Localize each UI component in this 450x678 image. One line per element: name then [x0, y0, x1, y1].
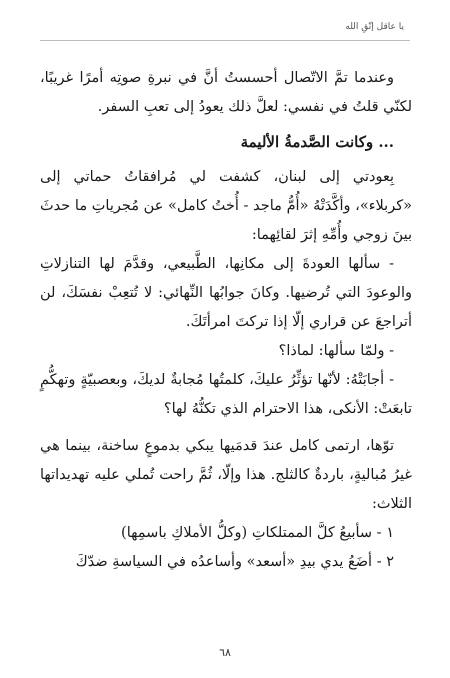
- paragraph: - ولمّا سألها: لماذا؟: [278, 343, 394, 359]
- list-item: ٢ - أضَعُ يدي بيدِ «أسعد» وأساعدُه في السياسةِ ضدّكَ: [75, 554, 394, 570]
- page-number: ٦٨: [219, 646, 231, 659]
- paragraph: - أجابَتْهُ: لأنّها تؤثِّرُ عليكَ، كلمتُها مُجابةٌ لديكَ، وبعصبيّةٍ وتهكُّمٍ تابعَتْ: الأنكى، هذا الاحترام الذي تكنُّهُ لها؟: [40, 372, 412, 417]
- running-head: يا عاقل إتّقِ الله: [345, 22, 404, 32]
- paragraph: - سألها العودةَ إلى مكانِها، الطَّبيعي، وقدَّمَ لها التنازلاتِ والوعودَ التي تُرضيها. وكانَ جوابُها النِّهائي: لا تُتعِبْ نفسَكَ، لن أتراجعَ عن قراري إلّا إذا تركتَ امرأتَكَ.: [40, 256, 412, 330]
- list-item: ١ - سأبيعُ كلَّ الممتلكاتِ (وكلُّ الأملاكِ باسمِها): [121, 525, 394, 541]
- header-divider: [40, 40, 410, 41]
- section-heading: ... وكانت الصَّدمةُ الأليمة: [240, 133, 394, 151]
- page-body: [40, 64, 412, 577]
- paragraph: توّها، ارتمى كامل عندَ قدمَيها يبكي بدموعٍ ساخنة، بينما هي غيرُ مُباليةٍ، باردةٌ كالثلج. هذا وإلّا، ثُمَّ راحت تُملي عليه تهديداتها الثلاث:: [40, 438, 412, 512]
- paragraph: وعندما تمَّ الاتّصال أحسستُ أنَّ في نبرةِ صوتِه أمرًا غريبًا، لكنّي قلتُ في نفسي: لعلَّ ذلك يعودُ إلى تعبِ السفر.: [40, 70, 412, 115]
- paragraph: بِعودتي إلى لبنان، كشفت لي مُرافقاتُ حماتي إلى «كربلاء»، وأكَّدَتْهُ «أُمُّ ماجد - أُختُ كامل» عن مُجرياتِ ما حدثَ بينَ زوجي وأُمِّهِ إثرَ لقائِهما:: [40, 169, 412, 243]
